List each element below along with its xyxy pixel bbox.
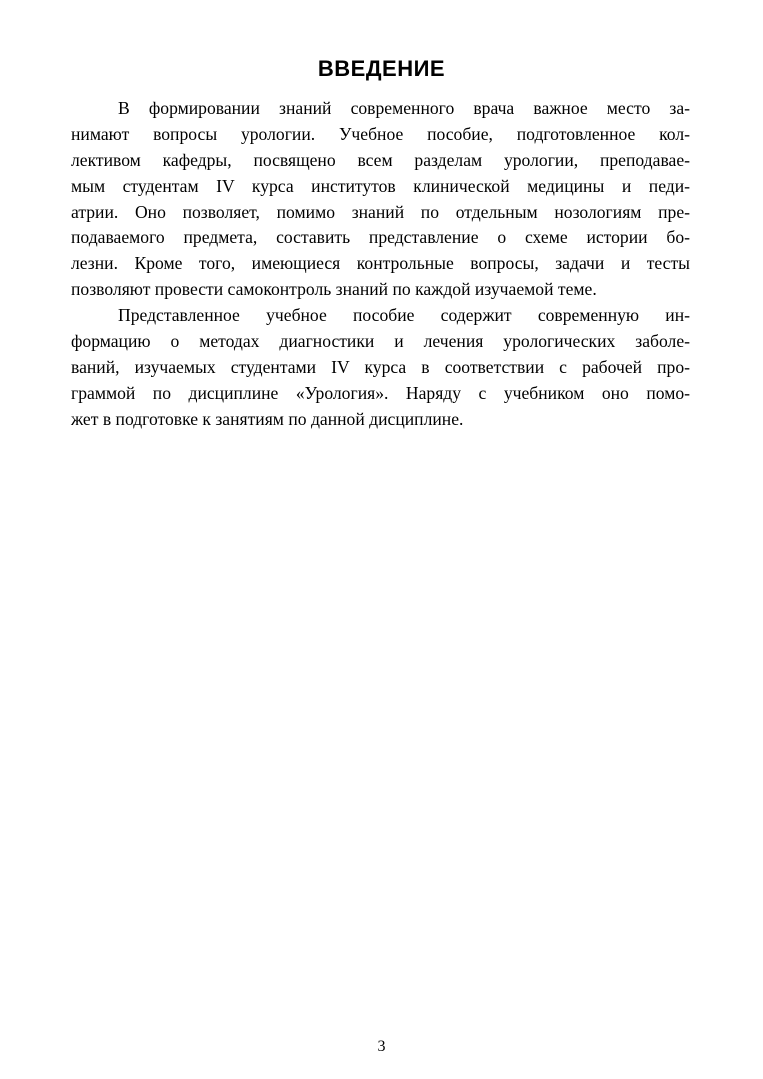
text-line: лезни. Кроме того, имеющиеся контрольные вопросы, задачи и тесты: [71, 253, 690, 274]
text-line: жет в подготовке к занятиям по данной дисциплине.: [71, 408, 464, 429]
text-line: ваний, изучаемых студентами IV курса в соответствии с рабочей про-: [71, 356, 690, 377]
page-number: 3: [377, 1038, 386, 1055]
text-line: лективом кафедры, посвящено всем разделам урологии, преподавае-: [71, 149, 690, 170]
text-line: Представленное учебное пособие содержит современную ин-: [118, 305, 690, 326]
text-line: граммой по дисциплине «Урология». Наряду с учебником оно помо-: [71, 382, 690, 403]
text-line: нимают вопросы урологии. Учебное пособие, подготовленное кол-: [71, 123, 690, 144]
page-title: ВВЕДЕНИЕ: [317, 56, 446, 81]
text-line: В формировании знаний современного врача важное место за-: [118, 98, 690, 118]
text-line: позволяют провести самоконтроль знаний по каждой изучаемой теме.: [71, 279, 597, 300]
text-line: мым студентам IV курса институтов клинической медицины и педи-: [71, 175, 690, 196]
paragraph-2: [71, 303, 690, 432]
text-line: формацию о методах диагностики и лечения урологических заболе-: [71, 331, 690, 352]
text-line: подаваемого предмета, составить представление о схеме истории бо-: [71, 227, 690, 248]
body-text: [71, 96, 690, 433]
text-line: атрии. Оно позволяет, помимо знаний по отдельным нозологиям пре-: [71, 201, 690, 222]
paragraph-1: [71, 96, 690, 303]
